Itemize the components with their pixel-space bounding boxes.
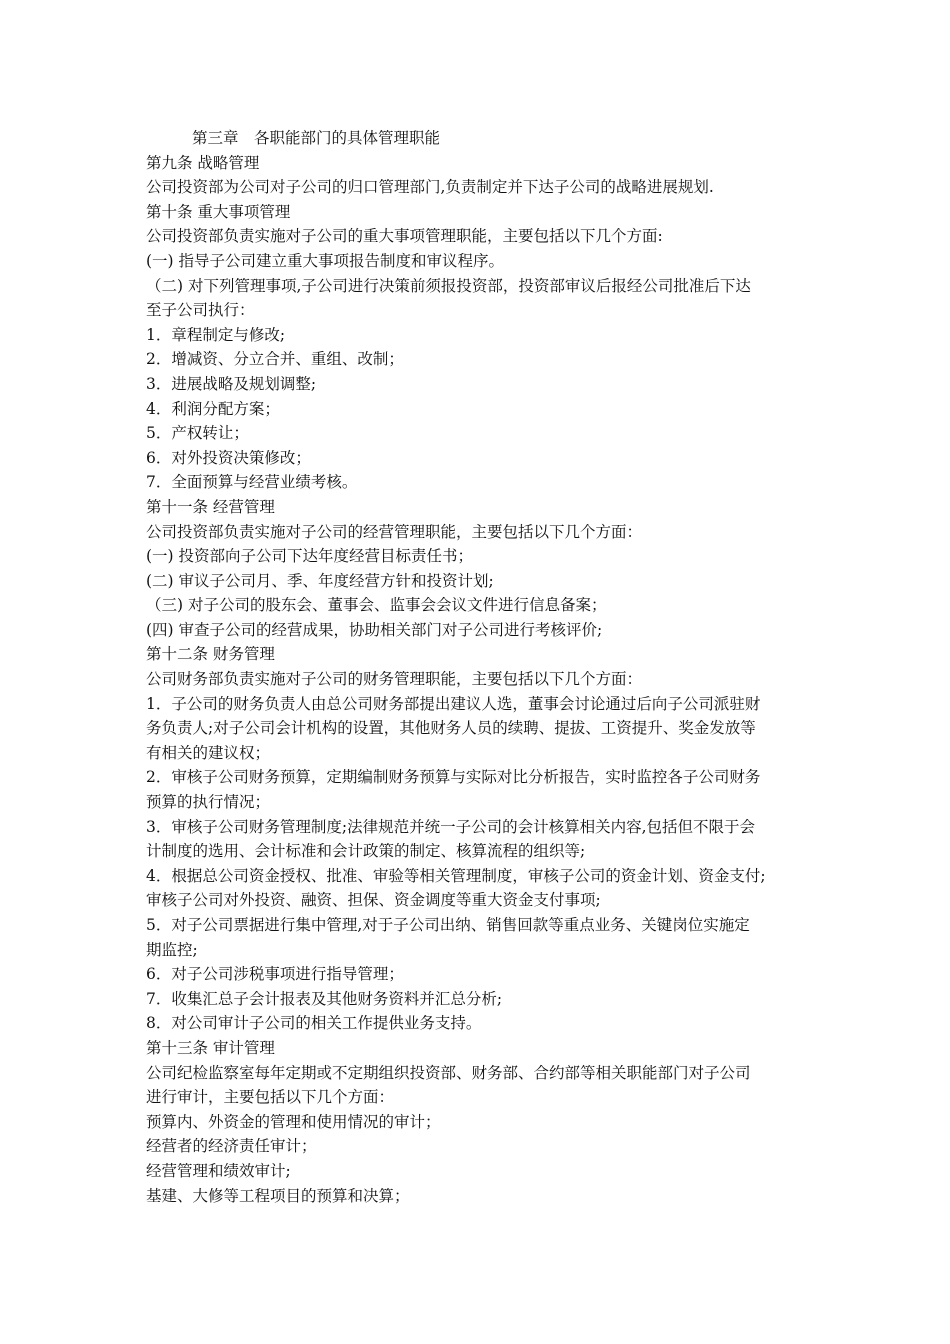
list-item: (四) 审查子公司的经营成果，协助相关部门对子公司进行考核评价;	[146, 620, 603, 639]
list-item: 3．审核子公司财务管理制度;法律规范并统一子公司的会计核算相关内容,包括但不限于会	[146, 817, 756, 836]
paragraph-line: 务负责人;对子公司会计机构的设置，其他财务人员的续聘、提拔、工资提升、奖金发放等	[146, 719, 756, 738]
list-item: （二) 对下列管理事项,子公司进行决策前须报投资部，投资部审议后报经公司批准后下达	[146, 276, 751, 295]
paragraph-line: 公司投资部负责实施对子公司的经营管理职能，主要包括以下几个方面：	[146, 522, 643, 541]
article-13-heading: 第十三条 审计管理	[146, 1038, 275, 1057]
list-item: (二) 审议子公司月、季、年度经营方针和投资计划;	[146, 571, 494, 590]
list-item: 7．收集汇总子会计报表及其他财务资料并汇总分析;	[146, 989, 503, 1008]
list-item: 4．根据总公司资金授权、批准、审验等相关管理制度，审核子公司的资金计划、资金支付;	[146, 866, 766, 885]
article-9-heading: 第九条 战略管理	[146, 153, 260, 172]
paragraph-line: 预算的执行情况；	[146, 793, 271, 812]
article-12-heading: 第十二条 财务管理	[146, 645, 275, 664]
list-item: 经营管理和绩效审计;	[146, 1161, 291, 1180]
list-item: 1．子公司的财务负责人由总公司财务部提出建议人选，董事会讨论通过后向子公司派驻财	[146, 694, 761, 713]
paragraph-line: 公司纪检监察室每年定期或不定期组织投资部、财务部、合约部等相关职能部门对子公司	[146, 1063, 751, 1082]
paragraph-line: 至子公司执行：	[146, 301, 255, 320]
list-item: 3．进展战略及规划调整;	[146, 374, 317, 393]
paragraph-line: 进行审计，主要包括以下几个方面：	[146, 1088, 395, 1107]
list-item: 7．全面预算与经营业绩考核。	[146, 473, 358, 492]
list-item: (一) 投资部向子公司下达年度经营目标责任书；	[146, 547, 474, 566]
list-item: 4．利润分配方案；	[146, 399, 280, 418]
list-item: 5．产权转让；	[146, 424, 249, 443]
paragraph-line: 公司投资部为公司对子公司的归口管理部门,负责制定并下达子公司的战略进展规划.	[146, 178, 714, 197]
article-10-heading: 第十条 重大事项管理	[146, 202, 291, 221]
document-page	[146, 126, 810, 1208]
chapter-title: 第三章 各职能部门的具体管理职能	[192, 129, 441, 147]
list-item: 1．章程制定与修改;	[146, 325, 286, 344]
list-item: 5．对子公司票据进行集中管理,对于子公司出纳、销售回款等重点业务、关键岗位实施定	[146, 916, 750, 934]
list-item: 预算内、外资金的管理和使用情况的审计；	[146, 1112, 441, 1131]
paragraph-line: 有相关的建议权；	[146, 743, 271, 762]
list-item: 8．对公司审计子公司的相关工作提供业务支持。	[146, 1014, 482, 1033]
paragraph-line: 计制度的选用、会计标准和会计政策的制定、核算流程的组织等;	[146, 842, 586, 861]
list-item: （三) 对子公司的股东会、董事会、监事会会议文件进行信息备案；	[146, 596, 607, 615]
paragraph-line: 审核子公司对外投资、融资、担保、资金调度等重大资金支付事项;	[146, 891, 601, 910]
list-item: 基建、大修等工程项目的预算和决算；	[146, 1186, 410, 1205]
list-item: 6．对子公司涉税事项进行指导管理；	[146, 965, 404, 984]
list-item: 6．对外投资决策修改；	[146, 448, 311, 467]
list-item: 经营者的经济责任审计；	[146, 1137, 317, 1156]
list-item: (一) 指导子公司建立重大事项报告制度和审议程序。	[146, 251, 505, 270]
paragraph-line: 公司投资部负责实施对子公司的重大事项管理职能，主要包括以下几个方面:	[146, 227, 663, 246]
list-item: 2．审核子公司财务预算，定期编制财务预算与实际对比分析报告，实时监控各子公司财务	[146, 768, 761, 787]
paragraph-line: 公司财务部负责实施对子公司的财务管理职能，主要包括以下几个方面：	[146, 670, 643, 689]
paragraph-line: 期监控;	[146, 940, 198, 959]
list-item: 2．增减资、分立合并、重组、改制；	[146, 350, 404, 369]
article-11-heading: 第十一条 经营管理	[146, 497, 275, 516]
